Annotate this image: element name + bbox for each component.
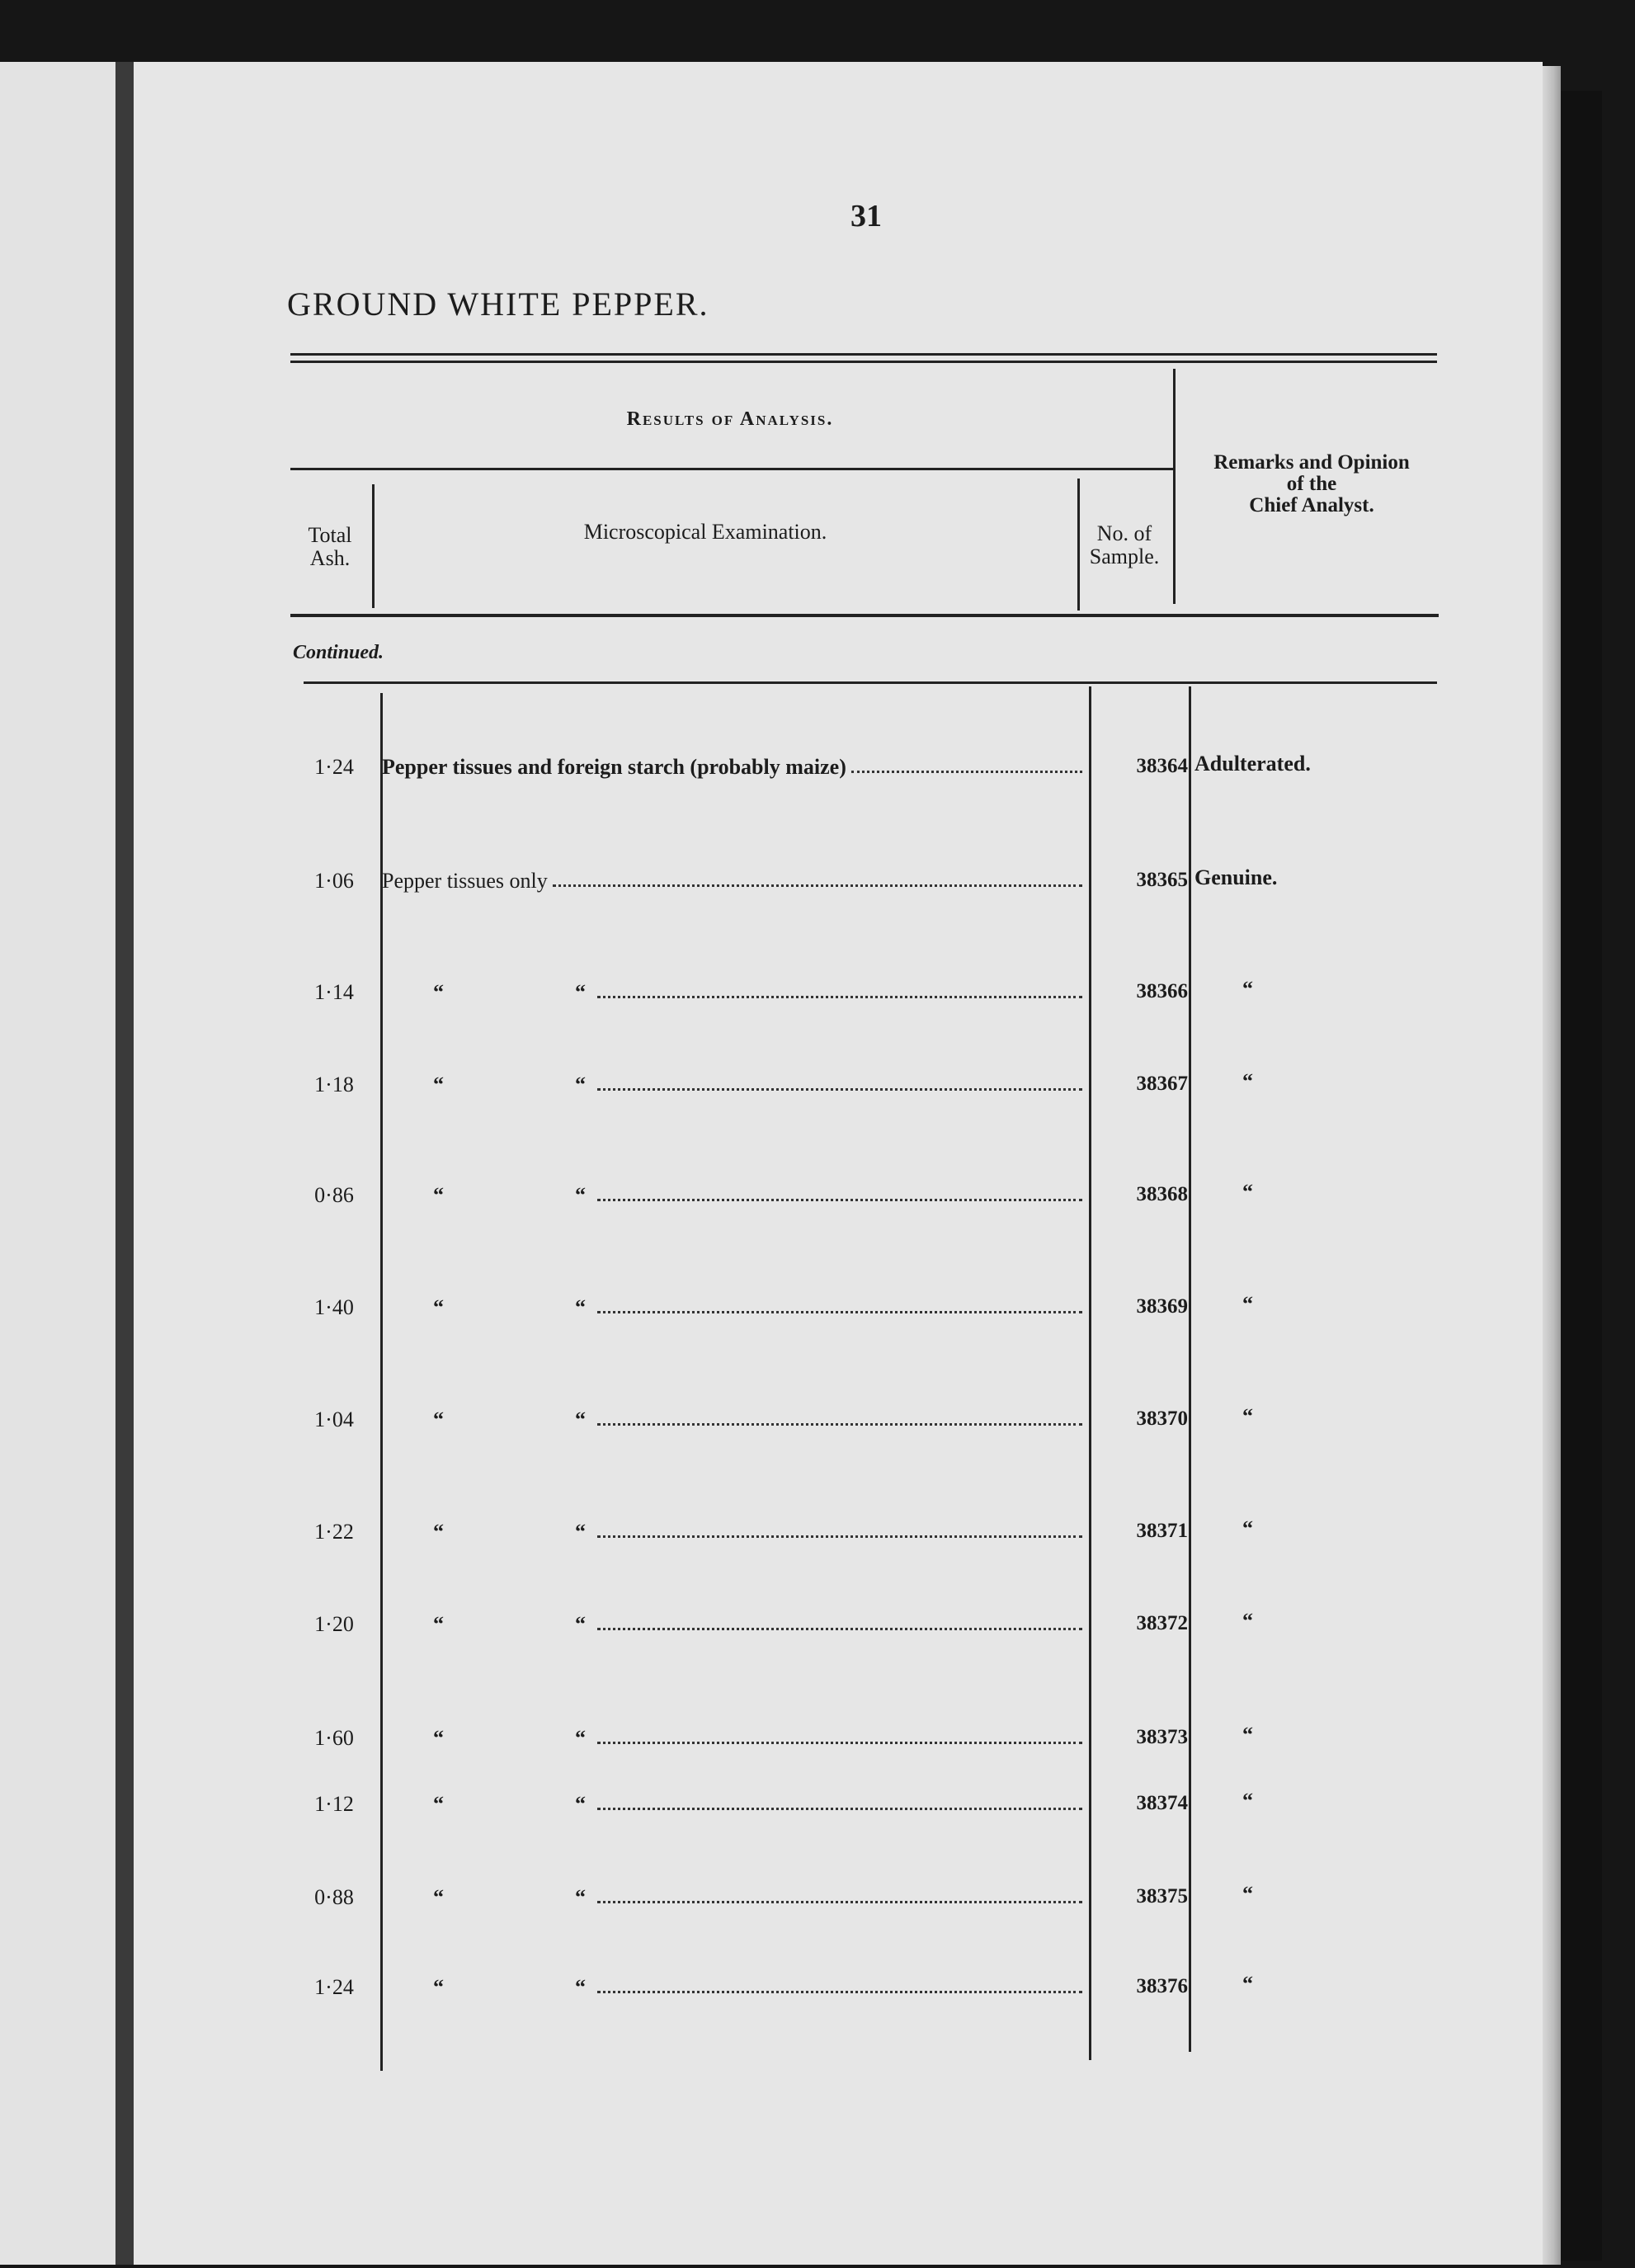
cell-microscopical [382,755,1087,780]
column-header-microscopical: Microscopical Examination. [583,520,827,544]
cell-sample-no: 38366 [1136,980,1188,1002]
dot-leader [597,1808,1082,1810]
cell-sample-no: 38371 [1136,1520,1188,1542]
ditto-marks: “ “ [433,1885,586,1909]
body-divider-ash [380,693,383,2071]
ditto-marks: “ “ [433,1183,586,1207]
continued-label: Continued. [293,642,384,663]
cell-total-ash: 1·18 [314,1073,354,1096]
cell-remark: Genuine. [1194,865,1278,889]
cell-remark: “ [1242,977,1253,1001]
cell-sample-no: 38373 [1136,1726,1188,1748]
cell-total-ash: 1·20 [314,1612,354,1636]
cell-total-ash: 1·40 [314,1295,354,1319]
cell-microscopical [382,1520,1087,1544]
cell-remark: “ [1242,1609,1253,1633]
dot-leader [597,996,1082,998]
cell-total-ash: 1·24 [314,755,354,779]
dot-leader [597,1991,1082,1993]
cell-sample-no: 38374 [1136,1792,1188,1814]
dot-leader [597,1901,1082,1903]
remarks-heading-line: of the [1286,473,1337,495]
cell-sample-no: 38364 [1136,755,1188,777]
body-divider-micro [1089,686,1091,2060]
cell-remark: “ [1242,1180,1253,1204]
cell-sample-no: 38369 [1136,1295,1188,1318]
cell-sample-no: 38372 [1136,1612,1188,1634]
ditto-marks: “ “ [433,1520,586,1544]
cell-microscopical [382,1885,1087,1910]
cell-total-ash: 1·04 [314,1407,354,1431]
cell-total-ash: 0·86 [314,1183,354,1207]
column-header-line: Ash. [309,546,351,570]
column-header-total-ash [289,524,371,570]
cell-remark: “ [1242,1882,1253,1906]
top-rule-2 [290,361,1437,363]
cell-total-ash: 1·22 [314,1520,354,1544]
results-heading: Results of Analysis. [626,408,834,430]
cell-sample-no: 38367 [1136,1073,1188,1095]
cell-sample-no: 38375 [1136,1885,1188,1907]
ditto-marks: “ “ [433,1073,586,1096]
dot-leader [597,1535,1082,1538]
cell-remark: “ [1242,1069,1253,1093]
dot-leader [597,1742,1082,1744]
dot-leader [597,1199,1082,1201]
column-header-sample-no [1078,522,1171,568]
cell-sample-no: 38376 [1136,1975,1188,1997]
description-text: Pepper tissues and foreign starch (probably maize) [382,755,846,779]
dot-leader [597,1628,1082,1630]
cell-microscopical [382,980,1087,1005]
ditto-marks: “ “ [433,1726,586,1750]
cell-remark: “ [1242,1404,1253,1428]
cell-sample-no: 38370 [1136,1407,1188,1430]
ditto-marks: “ “ [433,1975,586,1999]
remarks-heading-line: Chief Analyst. [1249,494,1374,516]
cell-microscopical [382,1726,1087,1751]
dot-leader [553,884,1082,887]
cell-total-ash: 1·24 [314,1975,354,1999]
header-divider-ash [372,484,375,608]
cell-total-ash: 1·14 [314,980,354,1004]
dot-leader [597,1423,1082,1426]
header-divider-sample [1173,369,1176,604]
cell-microscopical [382,1792,1087,1817]
remarks-heading-line: Remarks and Opinion [1213,451,1410,474]
cell-remark: “ [1242,1972,1253,1996]
cell-remark: “ [1242,1723,1253,1747]
results-underline [290,468,1173,470]
cell-remark: “ [1242,1292,1253,1316]
remarks-heading [1176,452,1448,516]
cell-microscopical [382,1975,1087,2000]
dot-leader [851,771,1082,773]
cell-microscopical [382,869,1087,894]
dot-leader [597,1088,1082,1091]
header-underline [290,614,1439,617]
cell-remark: “ [1242,1789,1253,1813]
ditto-marks: “ “ [433,980,586,1004]
page-number: 31 [850,199,882,233]
ditto-marks: “ “ [433,1295,586,1319]
ditto-marks: “ “ [433,1612,586,1636]
cell-remark: “ [1242,1516,1253,1540]
page-title: GROUND WHITE PEPPER. [287,285,709,323]
cell-microscopical [382,1407,1087,1432]
page-gutter [115,62,134,2265]
cell-total-ash: 1·06 [314,869,354,893]
scan-border [1561,91,1602,2261]
cell-microscopical [382,1073,1087,1097]
cell-sample-no: 38365 [1136,869,1188,891]
body-top-rule [304,681,1437,684]
cell-total-ash: 0·88 [314,1885,354,1909]
column-header-line: No. of [1096,521,1152,545]
page-edge [1543,66,1561,2265]
dot-leader [597,1311,1082,1313]
description-text: Pepper tissues only [382,869,548,893]
page-sheet [134,62,1543,2265]
cell-microscopical [382,1295,1087,1320]
body-divider-sample [1189,686,1191,2052]
cell-microscopical [382,1183,1087,1208]
cell-sample-no: 38368 [1136,1183,1188,1205]
column-header-line: Total [308,523,352,547]
ditto-marks: “ “ [433,1407,586,1431]
cell-microscopical [382,1612,1087,1637]
top-rule [290,353,1437,356]
cell-total-ash: 1·60 [314,1726,354,1750]
ditto-marks: “ “ [433,1792,586,1816]
facing-page-strip [0,62,115,2265]
column-header-line: Sample. [1089,545,1160,568]
cell-total-ash: 1·12 [314,1792,354,1816]
cell-remark: Adulterated. [1194,752,1311,776]
